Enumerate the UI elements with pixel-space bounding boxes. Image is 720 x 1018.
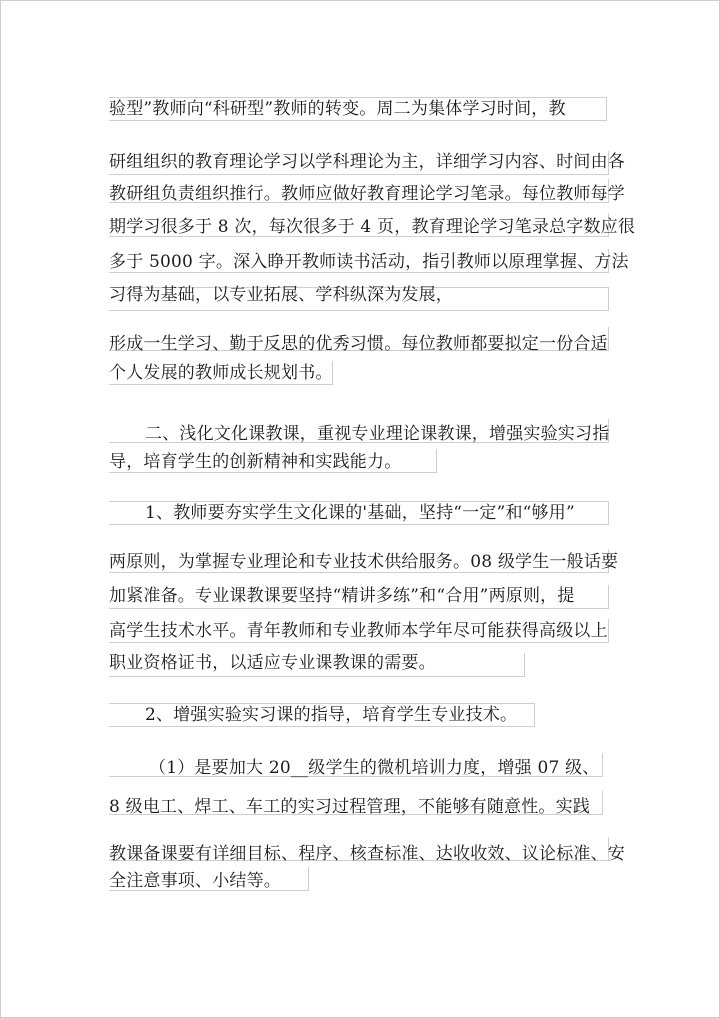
section-heading: 二、浅化文化课教课，重视专业理论课教课，增强实验实习指 <box>145 424 610 444</box>
paragraph-line: 加紧准备。专业课教课要坚持“精讲多练”和“合用”两原则，提 <box>109 586 575 606</box>
paragraph-line: 习得为基础，以专业拓展、学科纵深为发展， <box>109 285 453 305</box>
paragraph-line: 职业资格证书，以适应专业课教课的需要。 <box>109 653 436 673</box>
paragraph-line: 多于 5000 字。深入睁开教师读书活动，指引教师以原理掌握、方法 <box>109 252 629 272</box>
paragraph-line: 8 级电工、焊工、车工的实习过程管理，不能够有随意性。实践 <box>109 797 591 817</box>
paragraph-line: 个人发展的教师成长规划书。 <box>109 363 333 383</box>
paragraph-line: 教课备课要有详细目标、程序、核查标准、达收收效、议论标准、安 <box>109 844 625 864</box>
paragraph-line: 两原则，为掌握专业理论和专业技术供给服务。08 级学生一般话要 <box>109 552 619 572</box>
paragraph-line: 教研组负责组织推行。教师应做好教育理论学习笔录。每位教师每学 <box>109 184 625 204</box>
paragraph-line: 形成一生学习、勤于反思的优秀习惯。每位教师都要拟定一份合适 <box>109 334 608 354</box>
paragraph-line: （1）是要加大 20__级学生的微机培训力度，增强 07 级、 <box>149 758 600 778</box>
paragraph-line: 期学习很多于 8 次，每次很多于 4 页，教育理论学习笔录总字数应很 <box>109 217 636 237</box>
paragraph-line: 研组组织的教育理论学习以学科理论为主，详细学习内容、时间由各 <box>109 152 625 172</box>
paragraph-line: 高学生技术水平。青年教师和专业教师本学年尽可能获得高级以上 <box>109 621 608 641</box>
paragraph-line: 2、增强实验实习课的指导，培育学生专业技术。 <box>145 705 518 725</box>
paragraph-line: 验型”教师向“科研型”教师的转变。周二为集体学习时间，教 <box>109 99 566 119</box>
paragraph-line: 1、教师要夯实学生文化课的'基础，坚持“一定”和“够用” <box>145 503 575 523</box>
paragraph-line: 导，培育学生的创新精神和实践能力。 <box>109 452 402 472</box>
paragraph-line: 全注意事项、小结等。 <box>109 871 281 891</box>
